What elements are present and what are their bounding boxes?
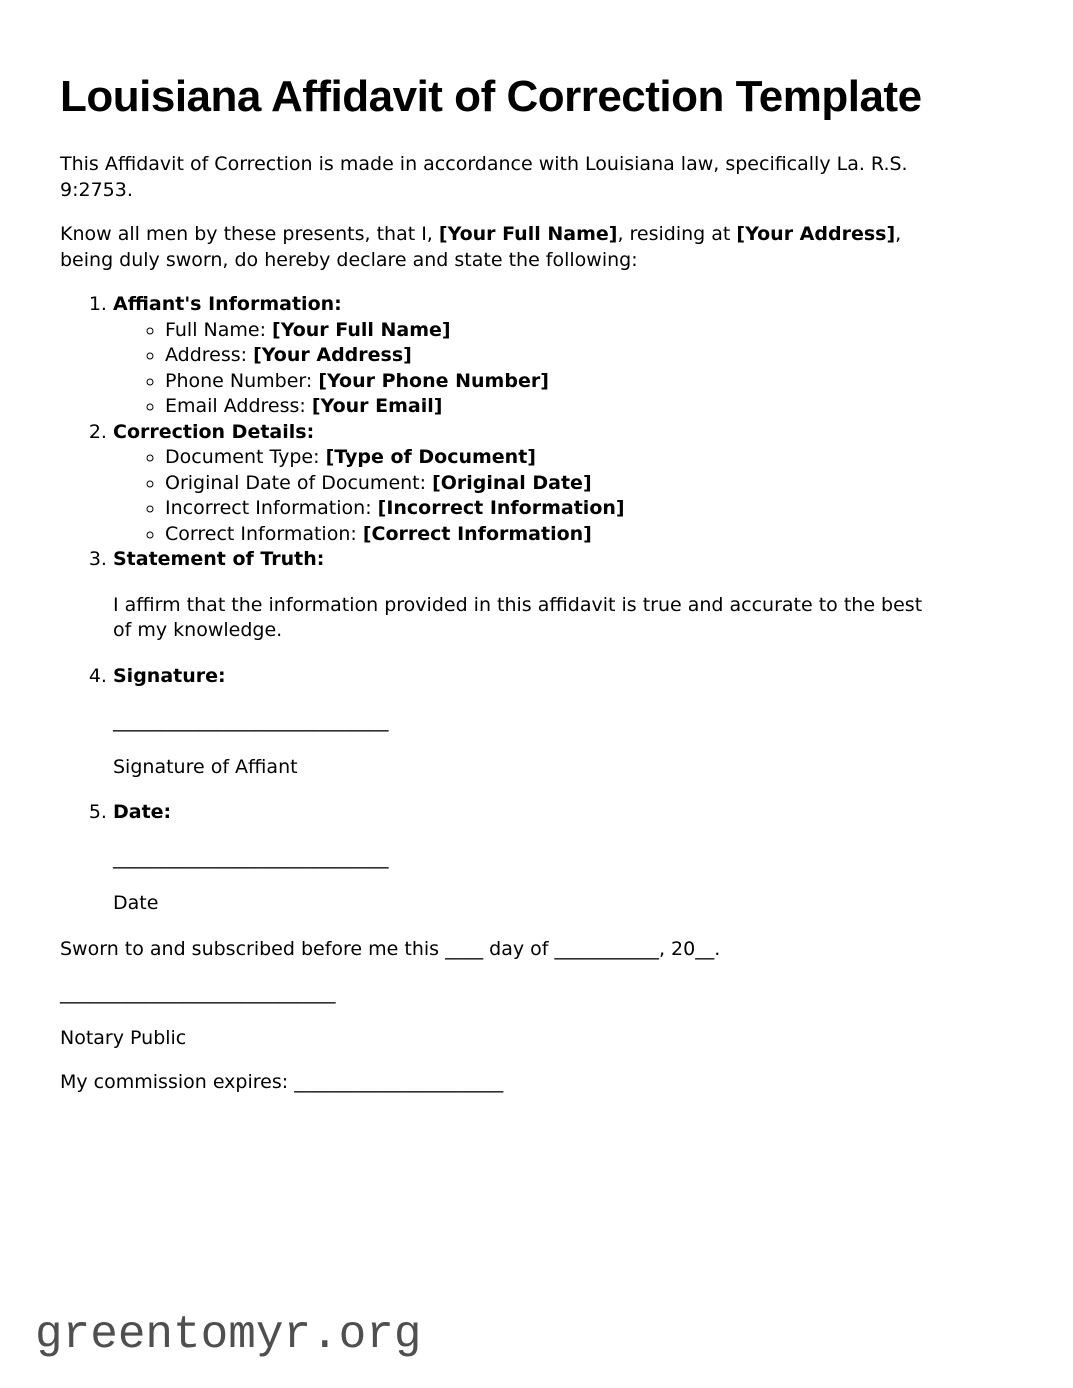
- field-label: Full Name:: [165, 318, 273, 341]
- commission-blank: ______________________: [294, 1071, 504, 1093]
- text-segment: , residing at: [617, 223, 737, 245]
- correction-fields: [113, 445, 1013, 547]
- correction-heading: Correction Details:: [113, 420, 315, 443]
- commission-label: My commission expires:: [60, 1071, 295, 1093]
- text-segment: ,: [895, 223, 902, 245]
- affiant-heading: Affiant's Information:: [113, 293, 342, 315]
- field-placeholder: [Correct Information]: [362, 522, 592, 545]
- intro-line-2: 9:2753.: [60, 178, 133, 201]
- field-incorrect-information: [165, 496, 1013, 522]
- statement-line-1: I affirm that the information provided in this affidavit is true and accurate to the best: [113, 593, 923, 616]
- field-placeholder: [Your Phone Number]: [318, 369, 549, 392]
- field-email-address: [165, 394, 1013, 420]
- field-label: Address:: [165, 344, 254, 366]
- date-heading: Date:: [113, 801, 172, 823]
- preamble-line-1: [60, 222, 1013, 248]
- signature-caption: Signature of Affiant: [113, 755, 298, 778]
- preamble-line-2: being duly sworn, do hereby declare and state the following:: [60, 248, 638, 271]
- affidavit-list: [60, 292, 1013, 917]
- list-item-signature: [113, 664, 1013, 781]
- field-document-type: [165, 445, 1013, 471]
- field-original-date: [165, 471, 1013, 497]
- date-caption: Date: [113, 892, 159, 914]
- statement-line-2: of my knowledge.: [113, 619, 283, 641]
- signature-blank-line: _____________________________: [113, 710, 389, 732]
- field-full-name: [165, 318, 1013, 344]
- commission-line: [60, 1070, 1013, 1096]
- field-placeholder: [Type of Document]: [325, 446, 536, 468]
- field-placeholder: [Incorrect Information]: [377, 497, 625, 519]
- field-label: Phone Number:: [165, 369, 319, 392]
- text-segment: [Your Address]: [736, 223, 896, 245]
- intro-line-1: This Affidavit of Correction is made in accordance with Louisiana law, specifically La. R.S.: [60, 153, 908, 175]
- text-segment: [Your Full Name]: [438, 223, 618, 245]
- date-blank-line: _____________________________: [113, 846, 389, 869]
- watermark: greentomyr.org: [35, 1309, 422, 1361]
- field-label: Original Date of Document:: [165, 471, 433, 494]
- field-label: Correct Information:: [165, 522, 363, 545]
- statement-heading: Statement of Truth:: [113, 548, 325, 570]
- statement-paragraph: [113, 593, 1013, 644]
- field-placeholder: [Your Address]: [253, 344, 412, 366]
- field-correct-information: [165, 522, 1013, 548]
- field-label: Email Address:: [165, 395, 312, 417]
- field-address: [165, 343, 1013, 369]
- intro-paragraph: [60, 152, 1013, 203]
- signature-heading: Signature:: [113, 664, 226, 687]
- field-placeholder: [Original Date]: [432, 471, 592, 494]
- page-title: Louisiana Affidavit of Correction Template: [60, 72, 922, 121]
- list-item-correction-details: [113, 420, 1013, 548]
- preamble-paragraph: [60, 222, 1013, 273]
- field-label: Incorrect Information:: [165, 497, 378, 519]
- field-label: Document Type:: [165, 446, 326, 468]
- list-item-statement-of-truth: [113, 547, 1013, 644]
- list-item-date: [113, 800, 1013, 917]
- notary-public-label: Notary Public: [60, 1026, 187, 1049]
- field-phone-number: [165, 369, 1013, 395]
- text-segment: Know all men by these presents, that I,: [60, 223, 439, 245]
- affiant-fields: [113, 318, 1013, 420]
- notary-blank-line: _____________________________: [60, 982, 336, 1004]
- list-item-affiant-information: [113, 292, 1013, 420]
- sworn-statement: Sworn to and subscribed before me this ____ day of ___________, 20__.: [60, 937, 721, 960]
- field-placeholder: [Your Full Name]: [272, 318, 451, 341]
- field-placeholder: [Your Email]: [311, 395, 443, 417]
